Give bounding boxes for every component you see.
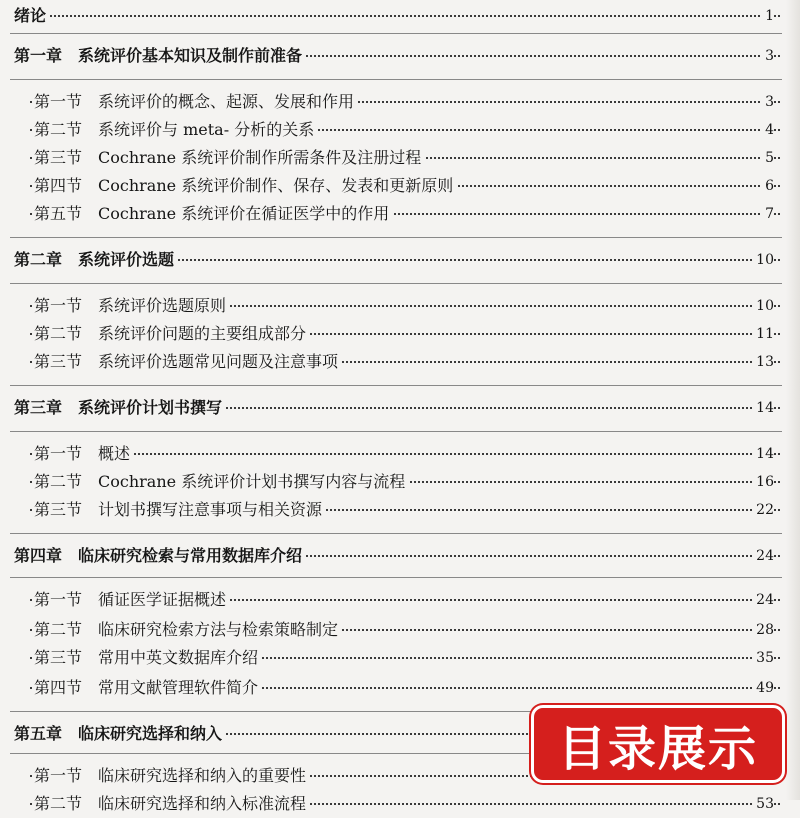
toc-page-number: 14 [752,440,774,468]
dot-leader [30,15,780,17]
badge-label: 目录展示 [557,720,758,777]
toc-entry-title: 第三节 系统评价选题常见问题及注意事项 [34,348,342,376]
separator-line [10,385,782,386]
toc-entry-title: 第一节 循证医学证据概述 [34,586,230,614]
toc-section-entry[interactable] [0,790,800,818]
toc-entry-title: 第一节 临床研究选择和纳入的重要性 [34,762,310,790]
toc-page-number: 1 [761,2,774,30]
toc-section-entry[interactable] [0,586,800,614]
toc-page-number: 10 [752,292,774,320]
toc-page-number: 28 [752,616,774,644]
toc-page-number: 4 [761,116,774,144]
separator-line [10,237,782,238]
toc-entry-title: 第五节 Cochrane 系统评价在循证医学中的作用 [34,200,393,228]
toc-page-number: 24 [752,542,774,570]
toc-section-entry[interactable] [0,496,800,524]
toc-page-number: 11 [752,320,774,348]
page-edge-shadow [786,0,800,800]
separator-line [10,533,782,534]
toc-page-number: 10 [752,246,774,274]
toc-entry-title: 第三节 常用中英文数据库介绍 [34,644,262,672]
toc-section-entry[interactable] [0,320,800,348]
toc-entry-title: 第一章 系统评价基本知识及制作前准备 [14,42,306,70]
separator-line [10,33,782,34]
toc-page-number: 3 [761,88,774,116]
toc-page-number: 7 [761,200,774,228]
toc-chapter-entry[interactable] [0,246,800,274]
toc-section-entry[interactable] [0,144,800,172]
toc-page-number: 14 [752,394,774,422]
toc-page-number: 3 [761,42,774,70]
toc-entry-title: 第三节 计划书撰写注意事项与相关资源 [34,496,326,524]
toc-entry-title: 第四节 Cochrane 系统评价制作、保存、发表和更新原则 [34,172,457,200]
toc-chapter-entry[interactable] [0,394,800,422]
toc-entry-title: 第四章 临床研究检索与常用数据库介绍 [14,542,306,570]
toc-page-number: 35 [752,644,774,672]
toc-page-number: 6 [761,172,774,200]
toc-page-number: 22 [752,496,774,524]
toc-entry-title: 第二节 临床研究检索方法与检索策略制定 [34,616,342,644]
separator-line [10,431,782,432]
toc-page-number: 53 [752,790,774,818]
toc-page-number: 16 [752,468,774,496]
toc-section-entry[interactable] [0,348,800,376]
toc-section-entry[interactable] [0,644,800,672]
toc-entry-title: 第一节 概述 [34,440,134,468]
toc-chapter-entry[interactable] [0,542,800,570]
toc-section-entry[interactable] [0,292,800,320]
toc-section-entry[interactable] [0,88,800,116]
toc-page-number: 49 [752,674,774,702]
separator-line [10,577,782,578]
toc-entry-title: 绪论 [14,2,50,30]
toc-entry-title: 第二章 系统评价选题 [14,246,178,274]
toc-section-entry[interactable] [0,674,800,702]
toc-entry-title: 第二节 Cochrane 系统评价计划书撰写内容与流程 [34,468,409,496]
toc-entry-title: 第一节 系统评价选题原则 [34,292,230,320]
toc-page-number: 5 [761,144,774,172]
toc-section-entry[interactable] [0,116,800,144]
toc-entry-title: 第一节 系统评价的概念、起源、发展和作用 [34,88,358,116]
toc-section-entry[interactable] [0,468,800,496]
toc-section-entry[interactable] [0,440,800,468]
toc-page-number: 13 [752,348,774,376]
toc-entry-title: 第三节 Cochrane 系统评价制作所需条件及注册过程 [34,144,425,172]
toc-section-entry[interactable] [0,200,800,228]
toc-chapter-entry[interactable] [0,42,800,70]
dot-leader [30,453,780,455]
toc-entry-title: 第二节 临床研究选择和纳入标准流程 [34,790,310,818]
toc-section-entry[interactable] [0,616,800,644]
toc-entry-title: 第三章 系统评价计划书撰写 [14,394,226,422]
separator-line [10,283,782,284]
separator-line [10,79,782,80]
toc-entry-title: 第五章 临床研究选择和纳入 [14,720,226,748]
toc-chapter-entry[interactable] [0,2,800,30]
toc-entry-title: 第二节 系统评价与 meta- 分析的关系 [34,116,318,144]
catalog-display-badge [531,705,785,783]
toc-entry-title: 第二节 系统评价问题的主要组成部分 [34,320,310,348]
toc-page-number: 24 [752,586,774,614]
toc-entry-title: 第四节 常用文献管理软件简介 [34,674,262,702]
toc-section-entry[interactable] [0,172,800,200]
